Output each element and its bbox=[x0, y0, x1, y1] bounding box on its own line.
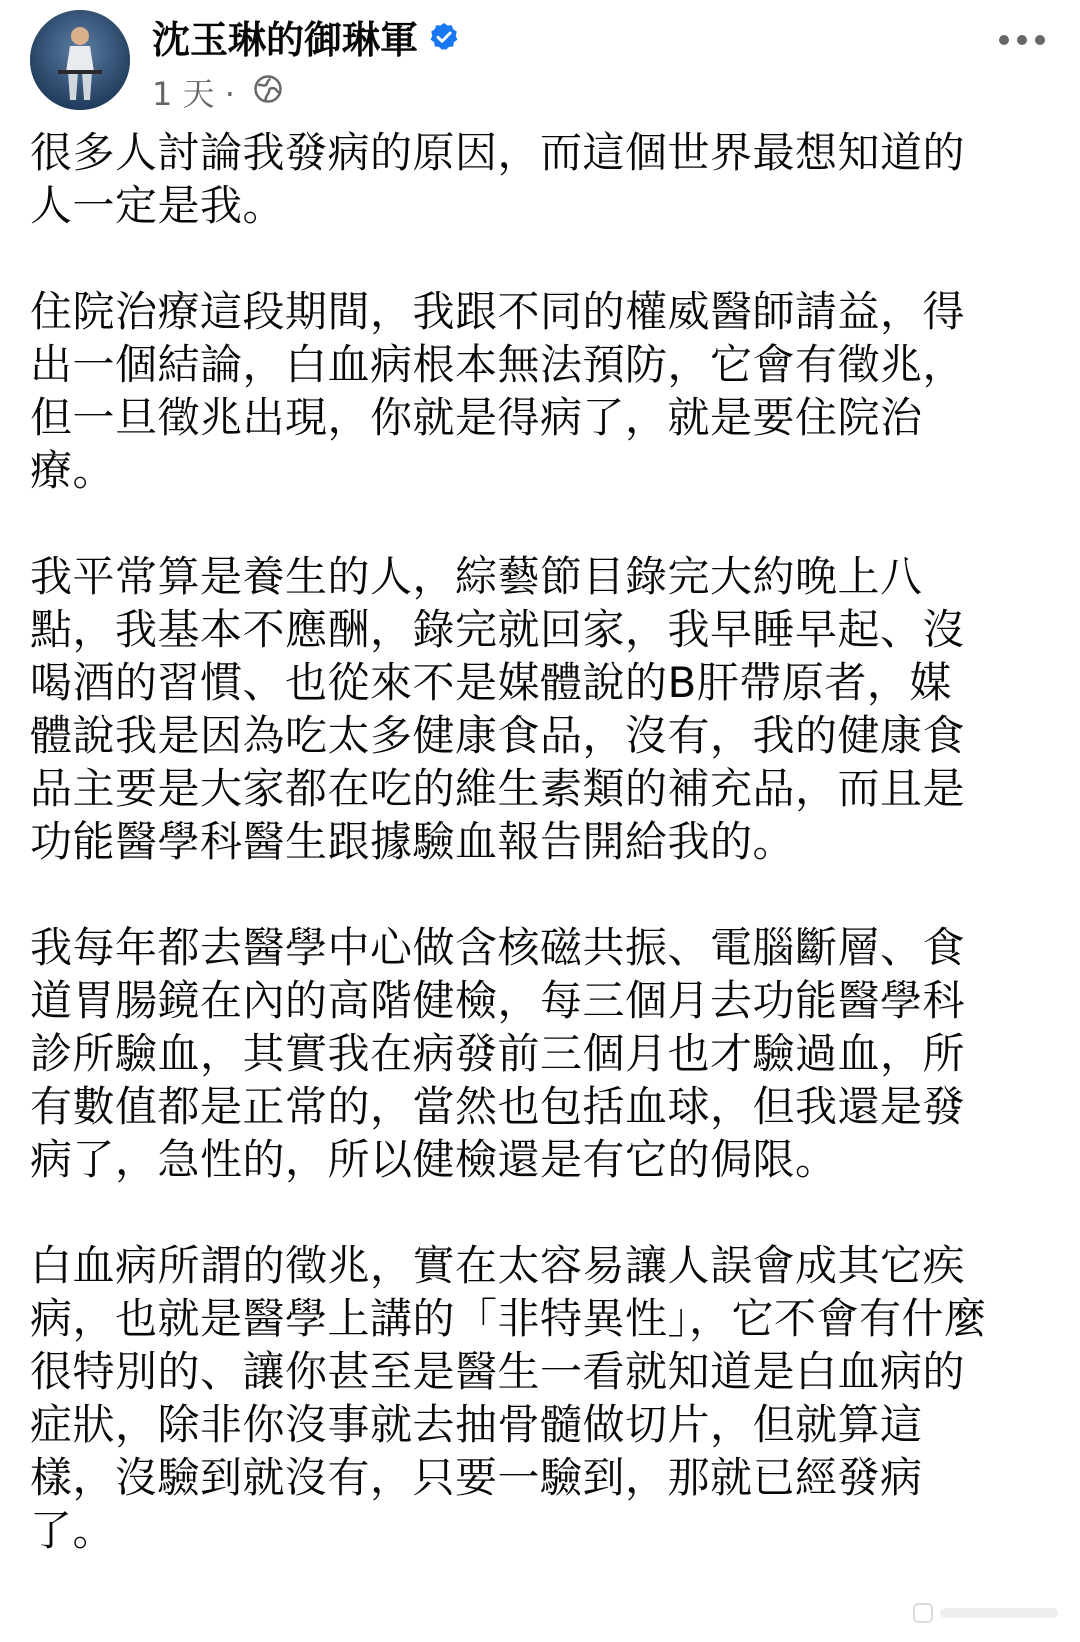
avatar-image bbox=[30, 10, 130, 110]
post-paragraph: 白血病所謂的徵兆，實在太容易讓人誤會成其它疾 病，也就是醫學上講的「非特異性」，它不會有什麼 很特別的、讓你甚至是醫生一看就知道是白血病的 症狀，除非你沒事就去抽骨髓做切片，但就算這 樣，沒驗到就沒有，只要一驗到，那就已經發病 了。 bbox=[30, 1241, 987, 1555]
meta-separator: · bbox=[224, 75, 235, 113]
author-name[interactable]: 沈玉琳的御琳軍 bbox=[152, 18, 419, 62]
post-paragraph: 我平常算是養生的人，綜藝節目錄完大約晚上八 點，我基本不應酬，錄完就回家，我早睡早起、沒 喝酒的習慣、也從來不是媒體說的B肝帶原者，媒 體說我是因為吃太多健康食品，沒有，我的健康食 品主要是大家都在吃的維生素類的補充品，而且是 功能醫學科醫生跟據驗血報告開給我的。 bbox=[30, 552, 966, 866]
post-paragraph: 住院治療這段期間，我跟不同的權威醫師請益，得 出一個結論，白血病根本無法預防，它會有徵兆， 但一旦徵兆出現，你就是得病了，就是要住院治 療。 bbox=[30, 287, 966, 495]
verified-badge-icon bbox=[428, 16, 460, 64]
post-paragraph: 我每年都去醫學中心做含核磁共振、電腦斷層、食 道胃腸鏡在內的高階健檢，每三個月去功能醫學科 診所驗血，其實我在病發前三個月也才驗過血，所 有數值都是正常的，當然也包括血球，但我還是發 病了，急性的，所以健檢還是有它的侷限。 bbox=[30, 923, 966, 1184]
post-timestamp[interactable]: 1 天 bbox=[152, 75, 215, 113]
post-paragraph: 很多人討論我發病的原因，而這個世界最想知道的 人一定是我。 bbox=[30, 128, 966, 230]
post-meta bbox=[152, 74, 283, 114]
more-options-button[interactable] bbox=[994, 20, 1050, 60]
author-name-row bbox=[152, 16, 460, 64]
globe-icon bbox=[253, 73, 283, 113]
watermark-graphic bbox=[912, 1598, 1062, 1628]
avatar[interactable] bbox=[30, 10, 130, 110]
post-body bbox=[30, 126, 1020, 1557]
more-options-icon bbox=[994, 20, 1050, 60]
post-header bbox=[30, 10, 1050, 113]
